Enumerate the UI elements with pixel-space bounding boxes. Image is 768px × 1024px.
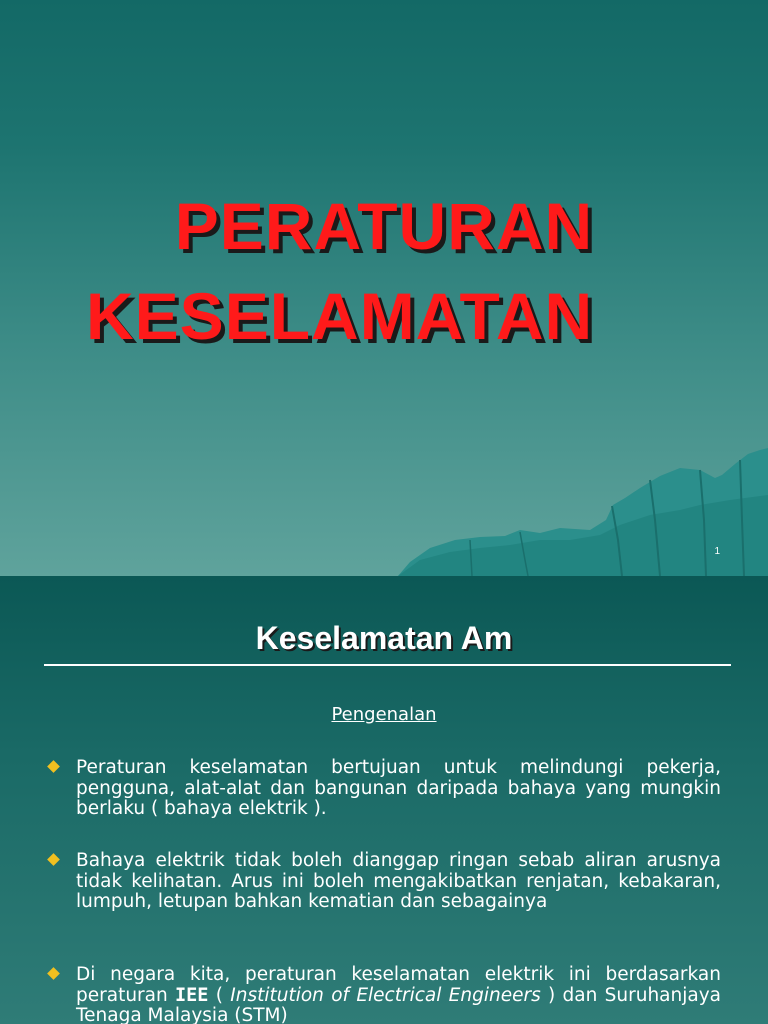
bullet-item xyxy=(76,965,721,1024)
content-slide xyxy=(0,576,768,1024)
diamond-bullet-icon xyxy=(47,967,60,980)
bullet-text: Bahaya elektrik tidak boleh dianggap ringan sebab aliran arusnya tidak kelihatan. Arus ini boleh mengakibatkan renjatan, kebakaran, lumpuh, letupan bahkan kematian dan sebagainya xyxy=(76,850,721,912)
bullet-text-mid: ( xyxy=(208,984,231,1006)
bullet-text-bold: IEE xyxy=(175,984,209,1006)
slide-title-line-2: KESELAMATAN xyxy=(86,279,594,353)
title-divider xyxy=(44,664,731,666)
bullet-item xyxy=(76,851,721,913)
bullet-text-post: ) dan Suruhanjaya Tenaga Malaysia (STM) xyxy=(76,984,721,1024)
section-subheading: Pengenalan xyxy=(331,704,437,725)
content-slide-title: Keselamatan Am xyxy=(255,620,513,656)
slide-title-line-1: PERATURAN xyxy=(174,189,594,263)
bullet-text: Peraturan keselamatan bertujuan untuk melindungi pekerja, pengguna, alat-alat dan bangunan daripada bahaya yang mungkin berlaku ( bahaya elektrik ). xyxy=(76,757,721,819)
bullet-text-pre: Di negara kita, peraturan keselamatan elektrik ini berdasarkan peraturan xyxy=(76,964,721,1006)
diamond-bullet-icon xyxy=(47,853,60,866)
bullet-item xyxy=(76,758,721,820)
slide-number: 1 xyxy=(714,546,720,557)
diamond-bullet-icon xyxy=(47,760,60,773)
bullet-text-italic: Institution of Electrical Engineers xyxy=(230,984,541,1006)
